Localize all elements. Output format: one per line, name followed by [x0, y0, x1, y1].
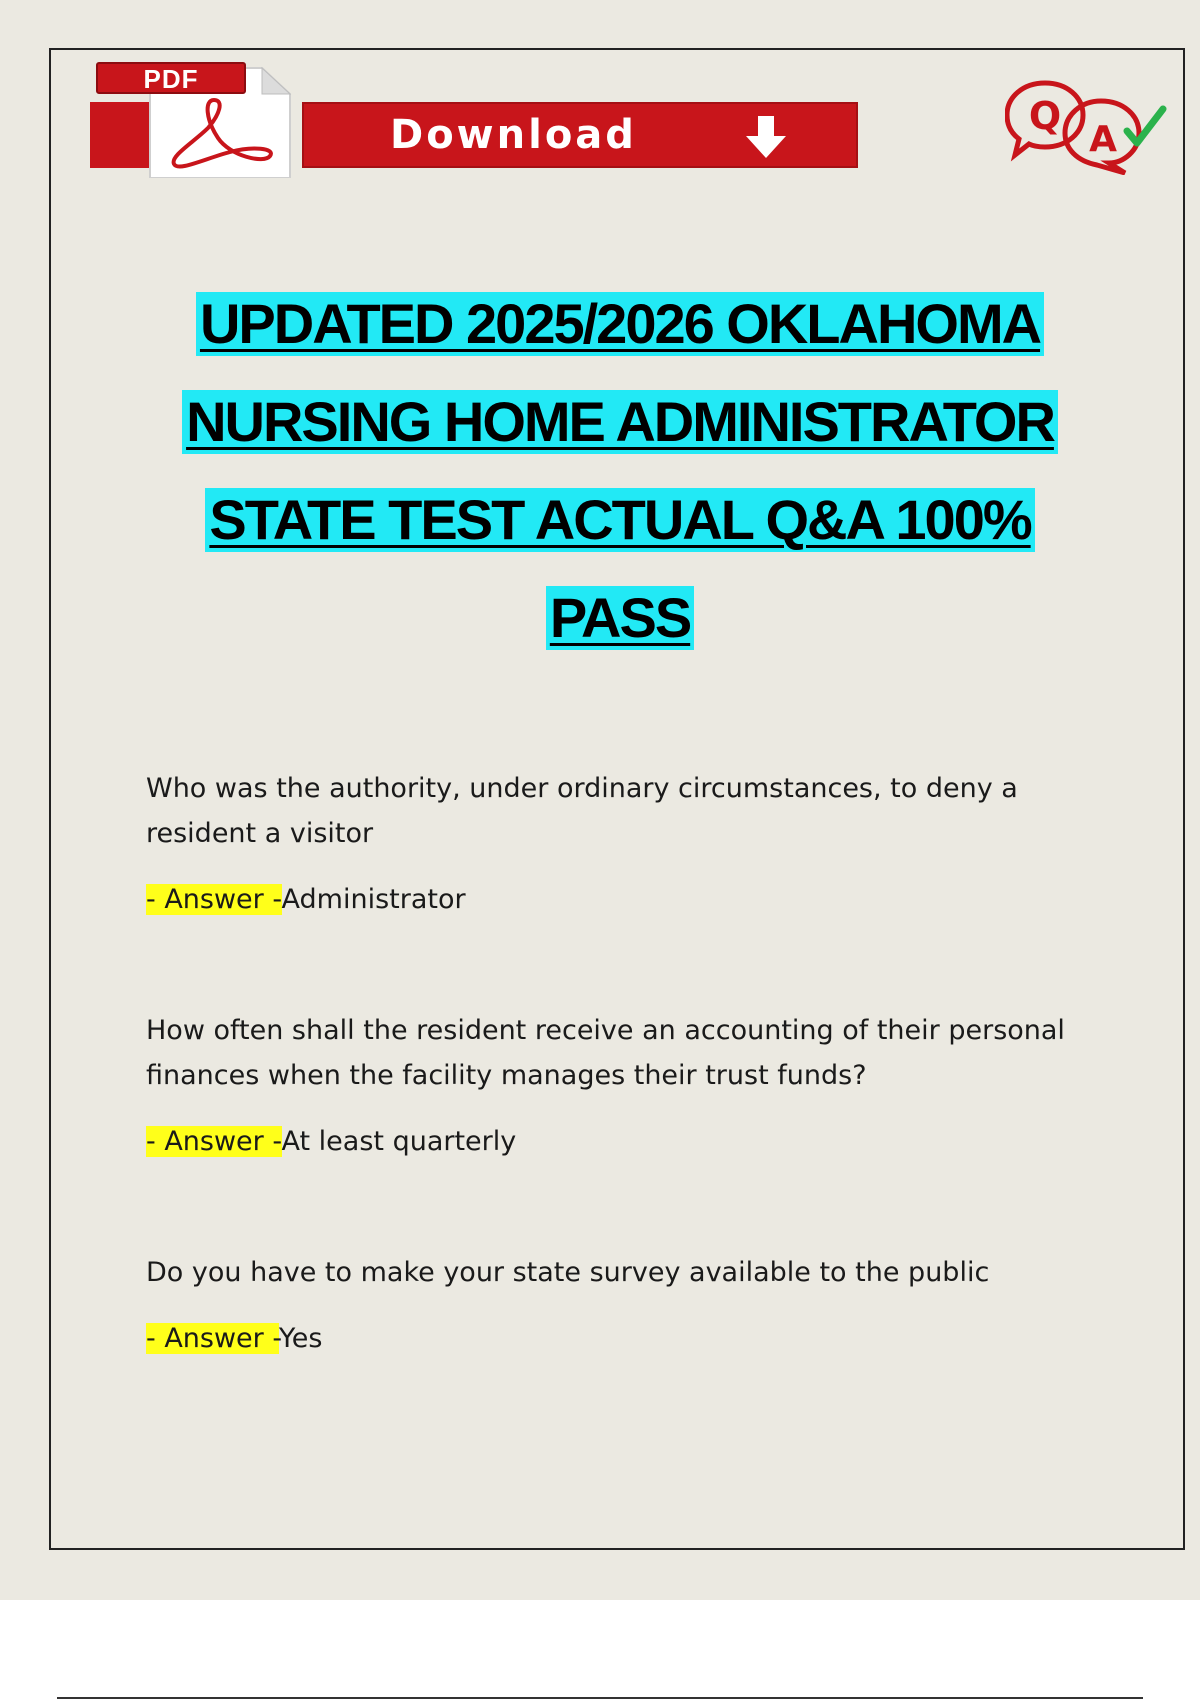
document-title [120, 292, 1120, 684]
footer-divider [57, 1697, 1143, 1699]
answer-text: Administrator [281, 884, 466, 915]
title-line: NURSING HOME ADMINISTRATOR [182, 390, 1058, 454]
answer-row [146, 1316, 1106, 1361]
answer-prefix: - Answer - [146, 884, 282, 915]
question-text: Who was the authority, under ordinary circumstances, to deny a resident a visitor [146, 773, 1018, 849]
logo-q-letter: Q [1028, 94, 1062, 138]
banner-left-bar [90, 102, 150, 168]
pdf-tab-label: PDF [96, 62, 246, 94]
answer-prefix: - Answer - [146, 1126, 282, 1157]
answer-prefix: - Answer - [146, 1323, 279, 1354]
question-text: Do you have to make your state survey available to the public [146, 1257, 990, 1288]
download-arrow-icon [744, 114, 788, 160]
title-line: STATE TEST ACTUAL Q&A 100% [205, 488, 1034, 552]
download-label: Download [390, 112, 637, 158]
answer-row [146, 1119, 1106, 1164]
pdf-download-banner[interactable] [90, 60, 860, 180]
qa-logo-icon [1005, 75, 1170, 175]
answer-row [146, 877, 1106, 922]
title-line: UPDATED 2025/2026 OKLAHOMA [196, 292, 1044, 356]
qa-item [146, 1008, 1106, 1164]
answer-text: Yes [278, 1323, 323, 1354]
question-text: How often shall the resident receive an accounting of their personal finances when the facility manages their trust funds? [146, 1015, 1065, 1091]
title-line: PASS [546, 586, 694, 650]
qa-item [146, 1250, 1106, 1361]
qa-item [146, 766, 1106, 922]
download-button[interactable] [302, 102, 858, 168]
logo-a-letter: A [1089, 119, 1117, 160]
answer-text: At least quarterly [281, 1126, 517, 1157]
